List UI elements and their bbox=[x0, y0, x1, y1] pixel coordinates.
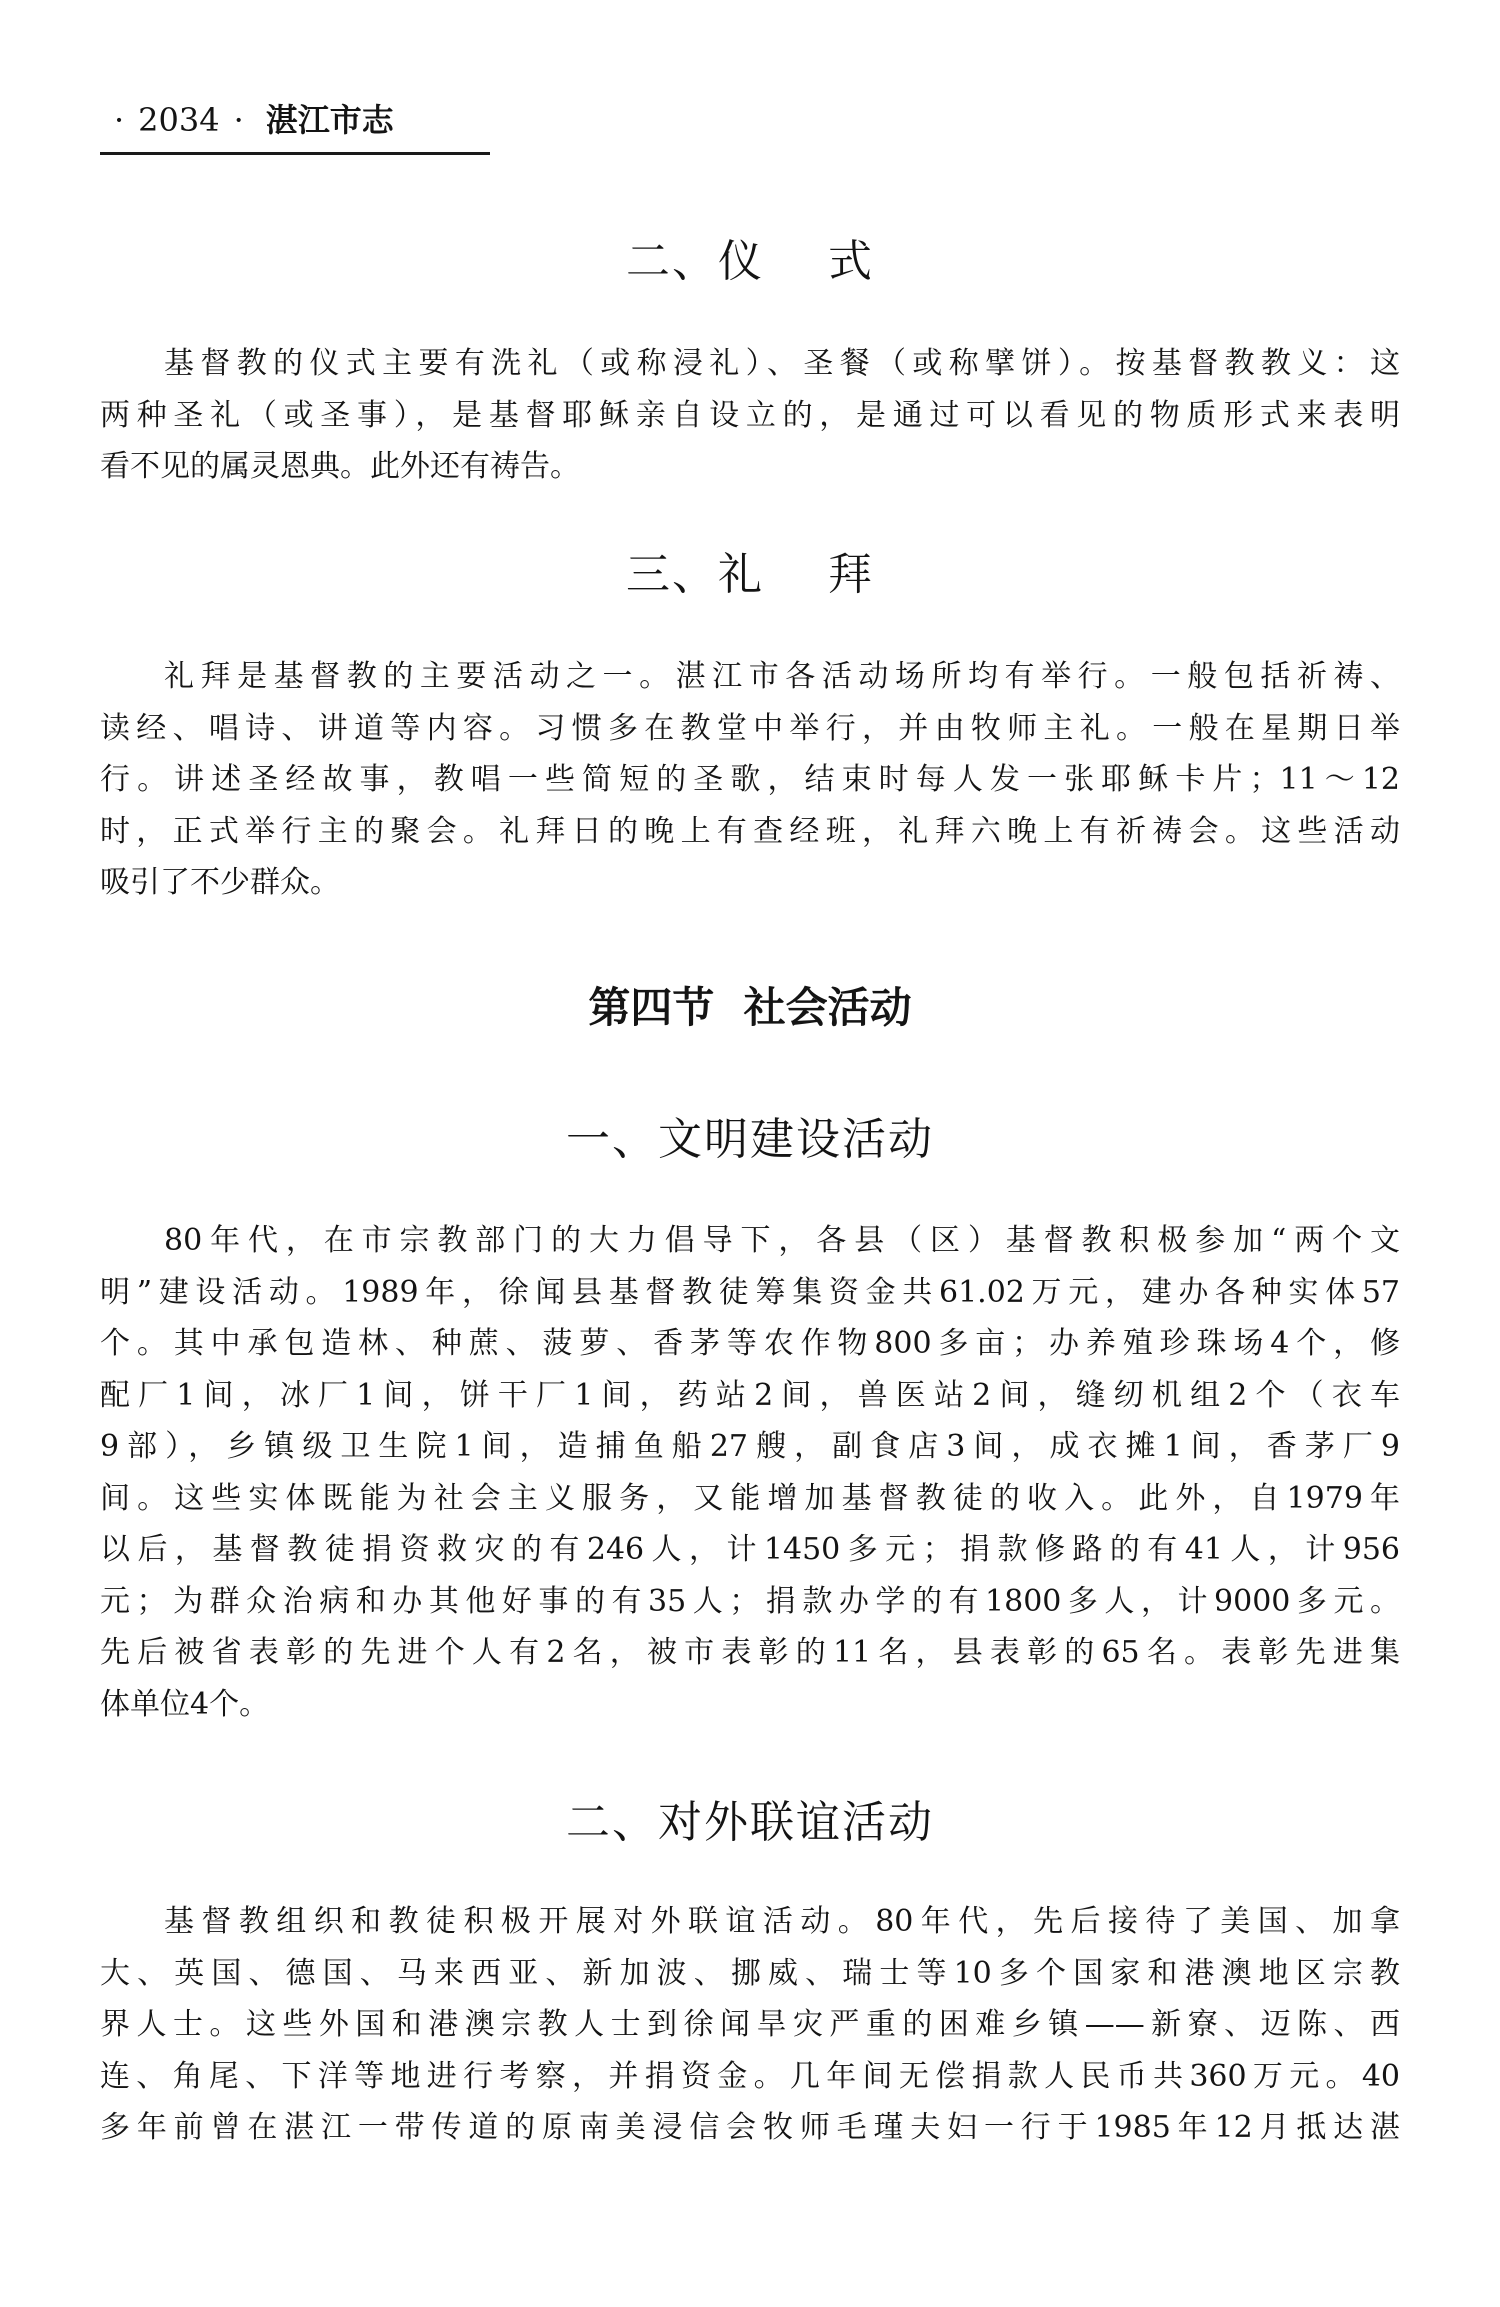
paragraph-line: 基督教的仪式主要有洗礼（或称浸礼）、圣餐（或称擘饼）。按基督教教义：这 bbox=[164, 346, 1400, 381]
paragraph-line: 时，正式举行主的聚会。礼拜日的晚上有查经班，礼拜六晚上有祈祷会。这些活动 bbox=[100, 813, 1400, 849]
paragraph-line: 9部），乡镇级卫生院1间，造捕鱼船27艘，副食店3间，成衣摊1间，香茅厂9 bbox=[100, 1429, 1400, 1464]
paragraph-line: 界人士。这些外国和港澳宗教人士到徐闻旱灾严重的困难乡镇——新寮、迈陈、西 bbox=[100, 2007, 1400, 2042]
paragraph-line: 个。其中承包造林、种蔗、菠萝、香茅等农作物800多亩；办养殖珍珠场4个，修 bbox=[100, 1326, 1400, 1361]
bullet-dot: · bbox=[114, 101, 125, 139]
paragraph-line: 读经、唱诗、讲道等内容。习惯多在教堂中举行，并由牧师主礼。一般在星期日举 bbox=[100, 710, 1400, 746]
heading-ceremony: 二、仪 式 bbox=[626, 236, 874, 287]
paragraph-ceremony bbox=[100, 338, 1400, 493]
paragraph-line: 明”建设活动。1989年，徐闻县基督教徒筹集资金共61.02万元，建办各种实体57 bbox=[100, 1274, 1400, 1310]
paragraph-line: 吸引了不少群众。 bbox=[100, 865, 340, 900]
paragraph-line: 基督教组织和教徒积极开展对外联谊活动。80年代，先后接待了美国、加拿 bbox=[164, 1904, 1400, 1939]
running-header bbox=[100, 96, 490, 155]
paragraph-friendship bbox=[100, 1896, 1400, 2154]
paragraph-line: 连、角尾、下洋等地进行考察，并捐资金。几年间无偿捐款人民币共360万元。40 bbox=[100, 2058, 1400, 2094]
bullet-dot: · bbox=[233, 101, 244, 139]
paragraph-line: 元；为群众治病和办其他好事的有35人；捐款办学的有1800多人，计9000多元。 bbox=[100, 1583, 1400, 1619]
paragraph-civilization bbox=[100, 1215, 1400, 1730]
paragraph-worship bbox=[100, 651, 1400, 909]
section-title: 第四节 社会活动 bbox=[588, 983, 912, 1032]
paragraph-line: 先后被省表彰的先进个人有2名，被市表彰的11名，县表彰的65名。表彰先进集 bbox=[100, 1635, 1400, 1670]
page-number: 2034 bbox=[138, 101, 220, 139]
paragraph-line: 间。这些实体既能为社会主义服务，又能增加基督教徒的收入。此外，自1979年 bbox=[100, 1480, 1400, 1516]
paragraph-line: 大、英国、德国、马来西亚、新加波、挪威、瑞士等10多个国家和港澳地区宗教 bbox=[100, 1955, 1400, 1991]
heading-friendship: 二、对外联谊活动 bbox=[566, 1797, 934, 1848]
paragraph-line: 多年前曾在湛江一带传道的原南美浸信会牧师毛瑾夫妇一行于1985年12月抵达湛 bbox=[100, 2110, 1400, 2145]
paragraph-line: 两种圣礼（或圣事），是基督耶稣亲自设立的，是通过可以看见的物质形式来表明 bbox=[100, 397, 1400, 433]
book-title: 湛江市志 bbox=[265, 101, 394, 139]
paragraph-line: 看不见的属灵恩典。此外还有祷告。 bbox=[100, 449, 580, 484]
paragraph-line: 礼拜是基督教的主要活动之一。湛江市各活动场所均有举行。一般包括祈祷、 bbox=[164, 659, 1400, 694]
paragraph-line: 80年代，在市宗教部门的大力倡导下，各县（区）基督教积极参加“两个文 bbox=[164, 1223, 1400, 1258]
heading-worship: 三、礼 拜 bbox=[626, 549, 874, 600]
paragraph-line: 行。讲述圣经故事，教唱一些简短的圣歌，结束时每人发一张耶稣卡片；11～12 bbox=[100, 762, 1400, 797]
heading-civilization: 一、文明建设活动 bbox=[566, 1114, 934, 1165]
paragraph-line: 配厂1间，冰厂1间，饼干厂1间，药站2间，兽医站2间，缝纫机组2个（衣车 bbox=[100, 1377, 1400, 1413]
paragraph-line: 体单位4个。 bbox=[100, 1686, 270, 1722]
paragraph-line: 以后，基督教徒捐资救灾的有246人，计1450多元；捐款修路的有41人，计956 bbox=[100, 1532, 1400, 1567]
